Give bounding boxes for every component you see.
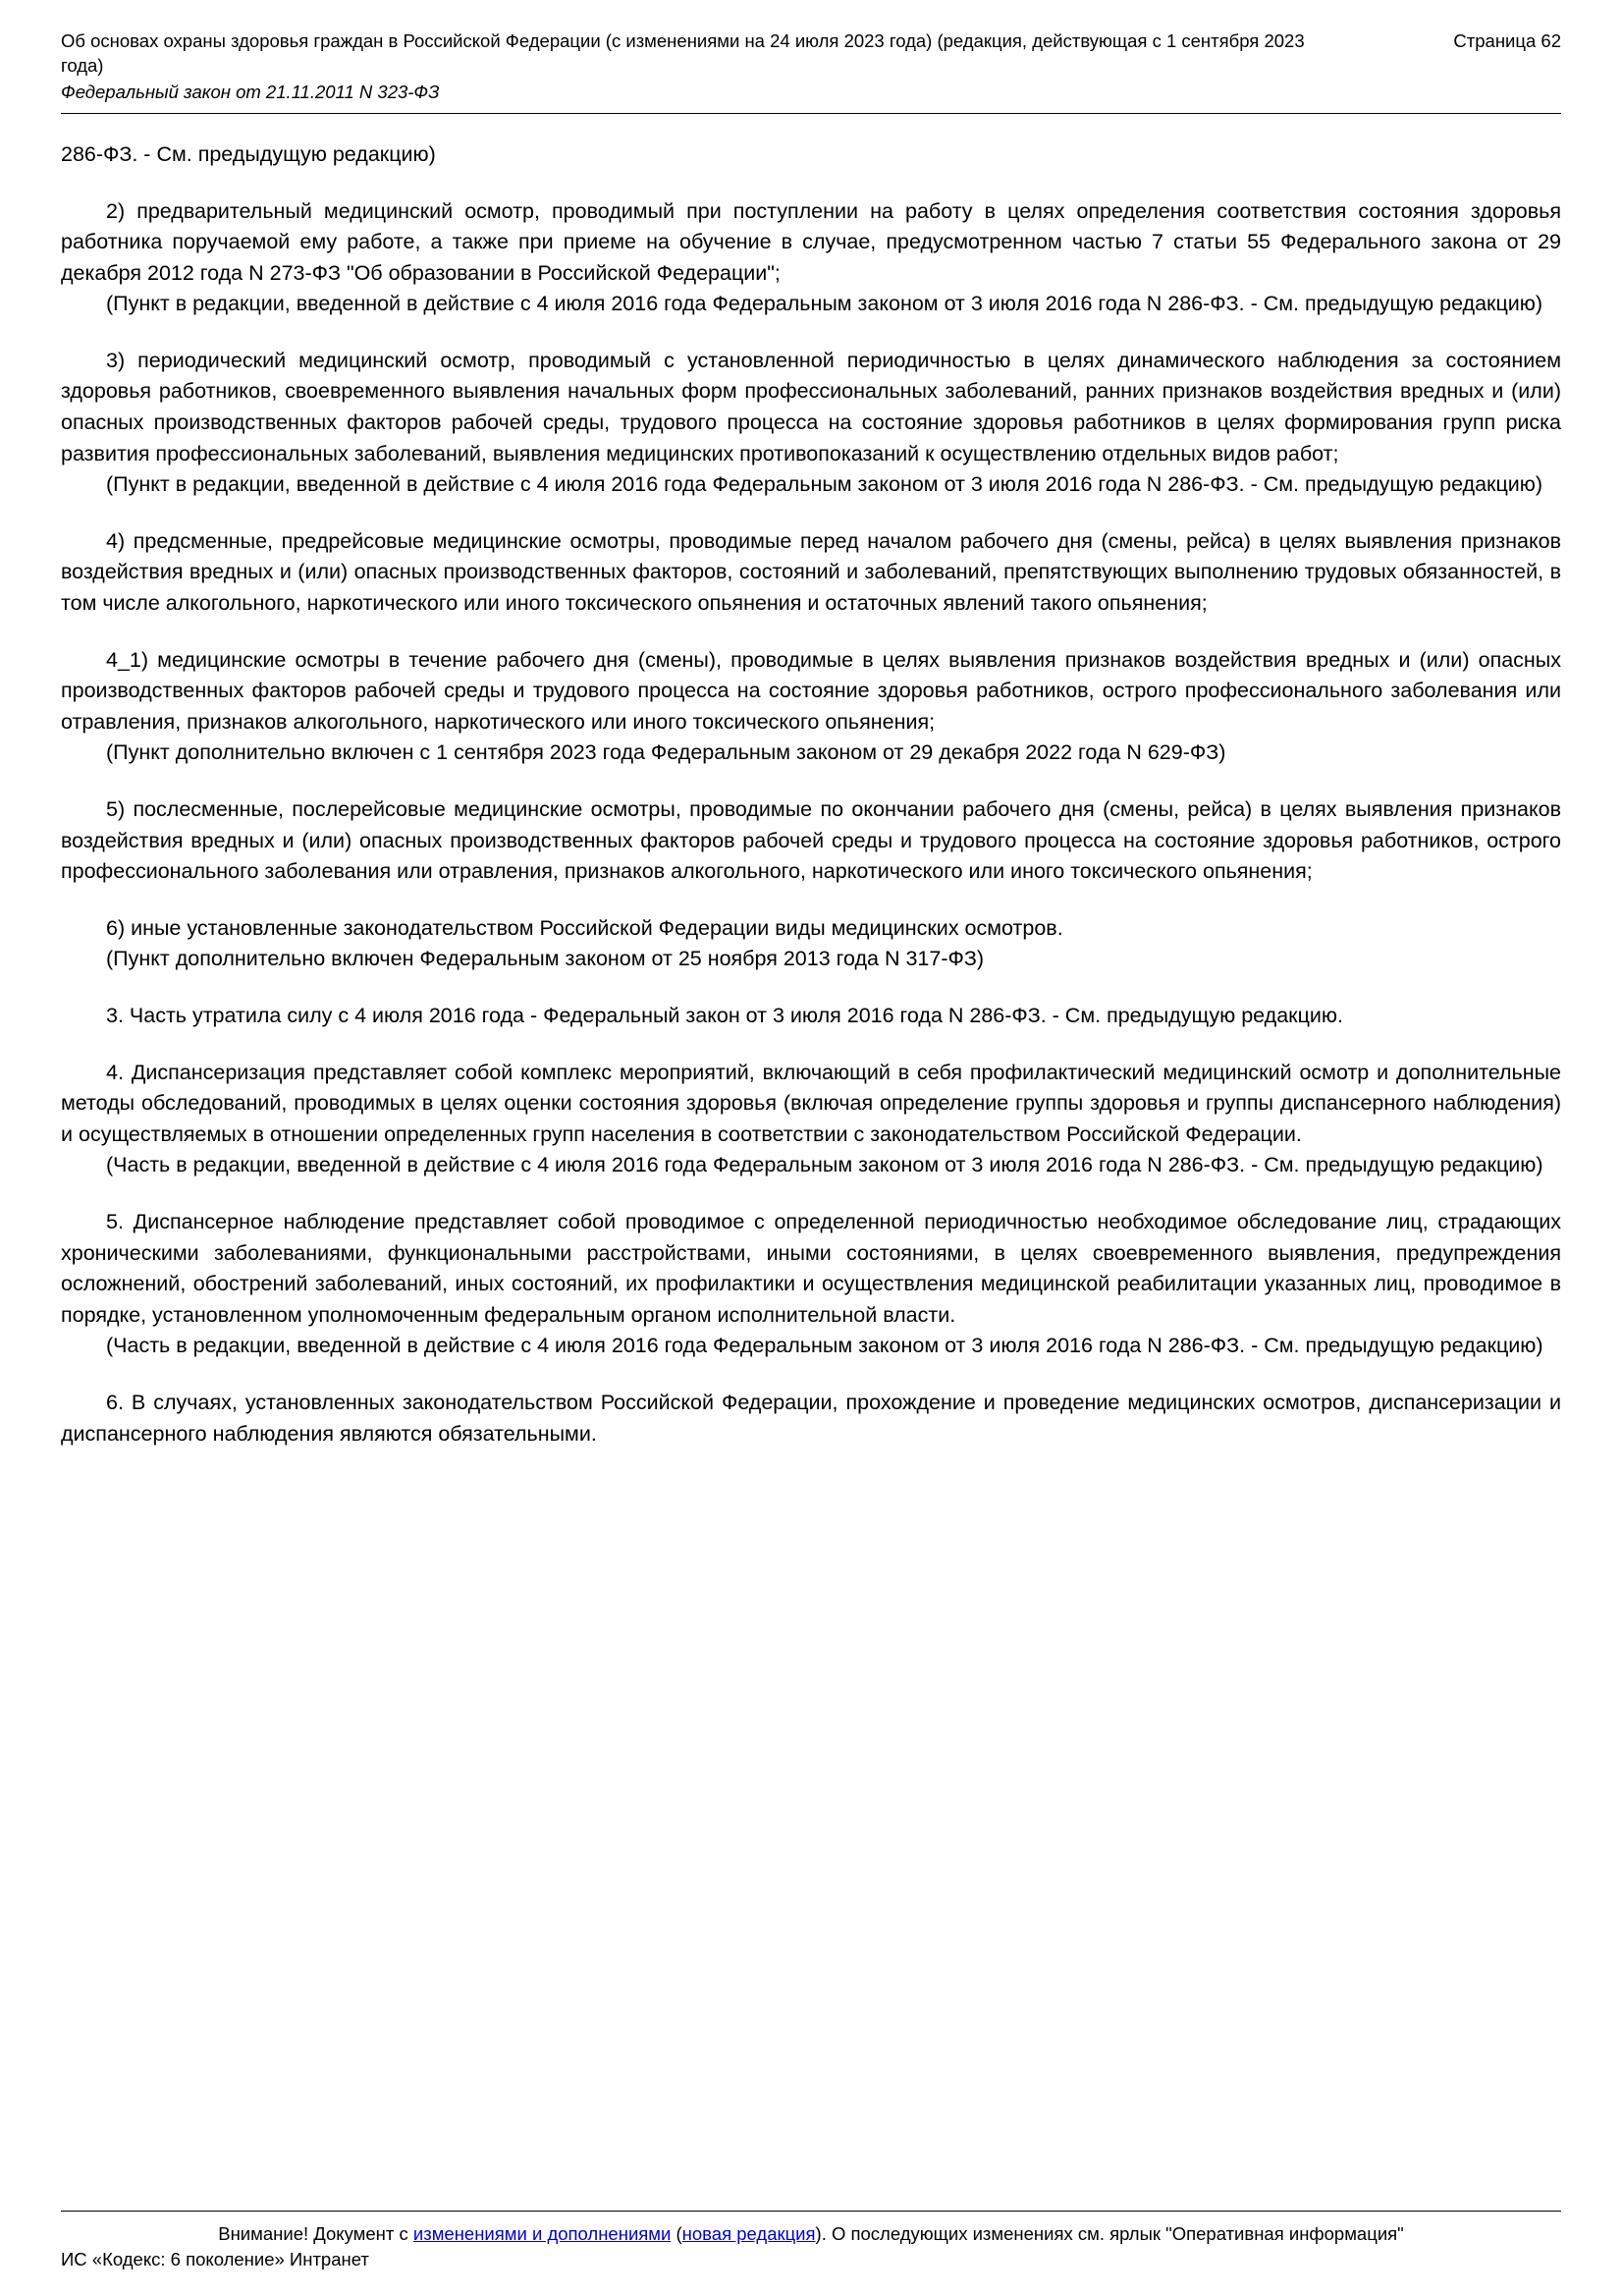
paragraph: (Пункт в редакции, введенной в действие с 4 июля 2016 года Федеральным законом от 3 июля 2016 года N 286-ФЗ. - См. предыдущую редакцию)	[106, 292, 1543, 316]
paragraph: (Пункт в редакции, введенной в действие с 4 июля 2016 года Федеральным законом от 3 июля 2016 года N 286-ФЗ. - См. предыдущую редакцию)	[106, 472, 1543, 497]
paragraph: 286-ФЗ. - См. предыдущую редакцию)	[61, 141, 436, 166]
paragraph-spacer	[61, 501, 1561, 526]
document-body	[61, 139, 1561, 1449]
document-subtitle: Федеральный закон от 21.11.2011 N 323-ФЗ	[61, 81, 440, 102]
paragraph: 3) периодический медицинский осмотр, проводимый с установленной периодичностью в целях динамического наблюдения за состоянием здоровья работников, своевременного выявления начальных форм профессиональных заболеваний, ранних признаков воздействия вредных и (или) опасных производственных факторов рабочей среды, трудового процесса на состояние здоровья работников в целях формирования групп риска развития профессиональных заболеваний, выявления медицинских противопоказаний к осуществлению отдельных видов работ;	[61, 348, 1561, 465]
paragraph: 4_1) медицинские осмотры в течение рабочего дня (смены), проводимые в целях выявления признаков воздействия вредных и (или) опасных производственных факторов рабочей среды и трудового процесса на состояние здоровья работников, острого профессионального заболевания или отравления, признаков алкогольного, наркотического или иного токсического опьянения;	[61, 647, 1561, 734]
paragraph: 6. В случаях, установленных законодательством Российской Федерации, прохождение и проведение медицинских осмотров, диспансеризации и диспансерного наблюдения являются обязательными.	[61, 1390, 1561, 1446]
link-changes-and-additions[interactable]: изменениями и дополнениями	[412, 2223, 672, 2245]
paragraph-spacer	[61, 1181, 1561, 1207]
page-number: Страница 62	[1453, 30, 1561, 51]
paragraph: (Пункт дополнительно включен с 1 сентября 2023 года Федеральным законом от 29 декабря 2022 года N 629-ФЗ)	[106, 740, 1226, 765]
paragraph: 5. Диспансерное наблюдение представляет собой проводимое с определенной периодичностью необходимое обследование лиц, страдающих хроническими заболеваниями, функциональными расстройствами, иными состояниями, в целях своевременного выявления, предупреждения осложнений, обострений заболеваний, иных состояний, их профилактики и осуществления медицинской реабилитации указанных лиц, проводимое в порядке, установленном уполномоченным федеральным органом исполнительной власти.	[61, 1209, 1561, 1327]
footer-product: ИС «Кодекс: 6 поколение» Интранет	[61, 2249, 369, 2269]
paragraph: 4. Диспансеризация представляет собой комплекс мероприятий, включающий в себя профилактический медицинский осмотр и дополнительные методы обследований, проводимых в целях оценки состояния здоровья (включая определение группы здоровья и группы диспансерного наблюдения) и осуществляемых в отношении определенных групп населения в соответствии с законодательством Российской Федерации.	[61, 1060, 1561, 1146]
header-divider	[61, 113, 1561, 114]
paragraph-spacer	[61, 320, 1561, 346]
paragraph-spacer	[61, 620, 1561, 645]
paragraph-spacer	[61, 975, 1561, 1001]
paragraph-spacer	[61, 769, 1561, 794]
footer-notice-suffix: ). О последующих изменениях см. ярлык "Оперативная информация"	[815, 2223, 1404, 2245]
footer-notice	[61, 2221, 1561, 2247]
paragraph: 5) послесменные, послерейсовые медицинские осмотры, проводимые по окончании рабочего дня (смены, рейса) в целях выявления признаков воздействия вредных и (или) опасных производственных факторов рабочей среды и трудового процесса на состояние здоровья работников, острого профессионального заболевания или отравления, признаков алкогольного, наркотического или иного токсического опьянения;	[61, 797, 1561, 884]
page-header	[61, 29, 1561, 105]
paragraph: 6) иные установленные законодательством Российской Федерации виды медицинских осмотров.	[106, 915, 1063, 940]
paragraph-spacer	[61, 888, 1561, 913]
page-footer	[61, 2211, 1561, 2270]
paragraph: (Часть в редакции, введенной в действие с 4 июля 2016 года Федеральным законом от 3 июля 2016 года N 286-ФЗ. - См. предыдущую редакцию)	[106, 1334, 1543, 1358]
paragraph: (Часть в редакции, введенной в действие с 4 июля 2016 года Федеральным законом от 3 июля 2016 года N 286-ФЗ. - См. предыдущую редакцию)	[106, 1153, 1543, 1177]
paragraph: (Пункт дополнительно включен Федеральным законом от 25 ноября 2013 года N 317-ФЗ)	[106, 947, 984, 971]
footer-divider	[61, 2211, 1561, 2212]
paragraph: 2) предварительный медицинский осмотр, проводимый при поступлении на работу в целях определения соответствия состояния здоровья работника поручаемой ему работе, а также при приеме на обучение в случае, предусмотренном частью 7 статьи 55 Федерального закона от 29 декабря 2012 года N 273-ФЗ "Об образовании в Российской Федерации";	[61, 198, 1561, 285]
paragraph-spacer	[61, 171, 1561, 196]
header-left	[61, 29, 1337, 105]
footer-notice-prefix: Внимание! Документ с	[218, 2223, 413, 2245]
document-title: Об основах охраны здоровья граждан в Российской Федерации (с изменениями на 24 июля 2023 года) (редакция, действующая с 1 сентября 2023 года)	[61, 30, 1305, 76]
paragraph: 3. Часть утратила силу с 4 июля 2016 года - Федеральный закон от 3 июля 2016 года N 286-ФЗ. - См. предыдущую редакцию.	[106, 1003, 1343, 1027]
paragraph-spacer	[61, 1032, 1561, 1058]
paragraph: 4) предсменные, предрейсовые медицинские осмотры, проводимые перед началом рабочего дня (смены, рейса) в целях выявления признаков воздействия вредных и (или) опасных производственных факторов, состояний и заболеваний, препятствующих выполнению трудовых обязанностей, в том числе алкогольного, наркотического или иного токсического опьянения и остаточных явлений такого опьянения;	[61, 528, 1561, 616]
paragraph-spacer	[61, 1362, 1561, 1388]
link-new-edition[interactable]: новая редакция	[681, 2223, 816, 2245]
footer-notice-middle: (	[671, 2223, 682, 2245]
